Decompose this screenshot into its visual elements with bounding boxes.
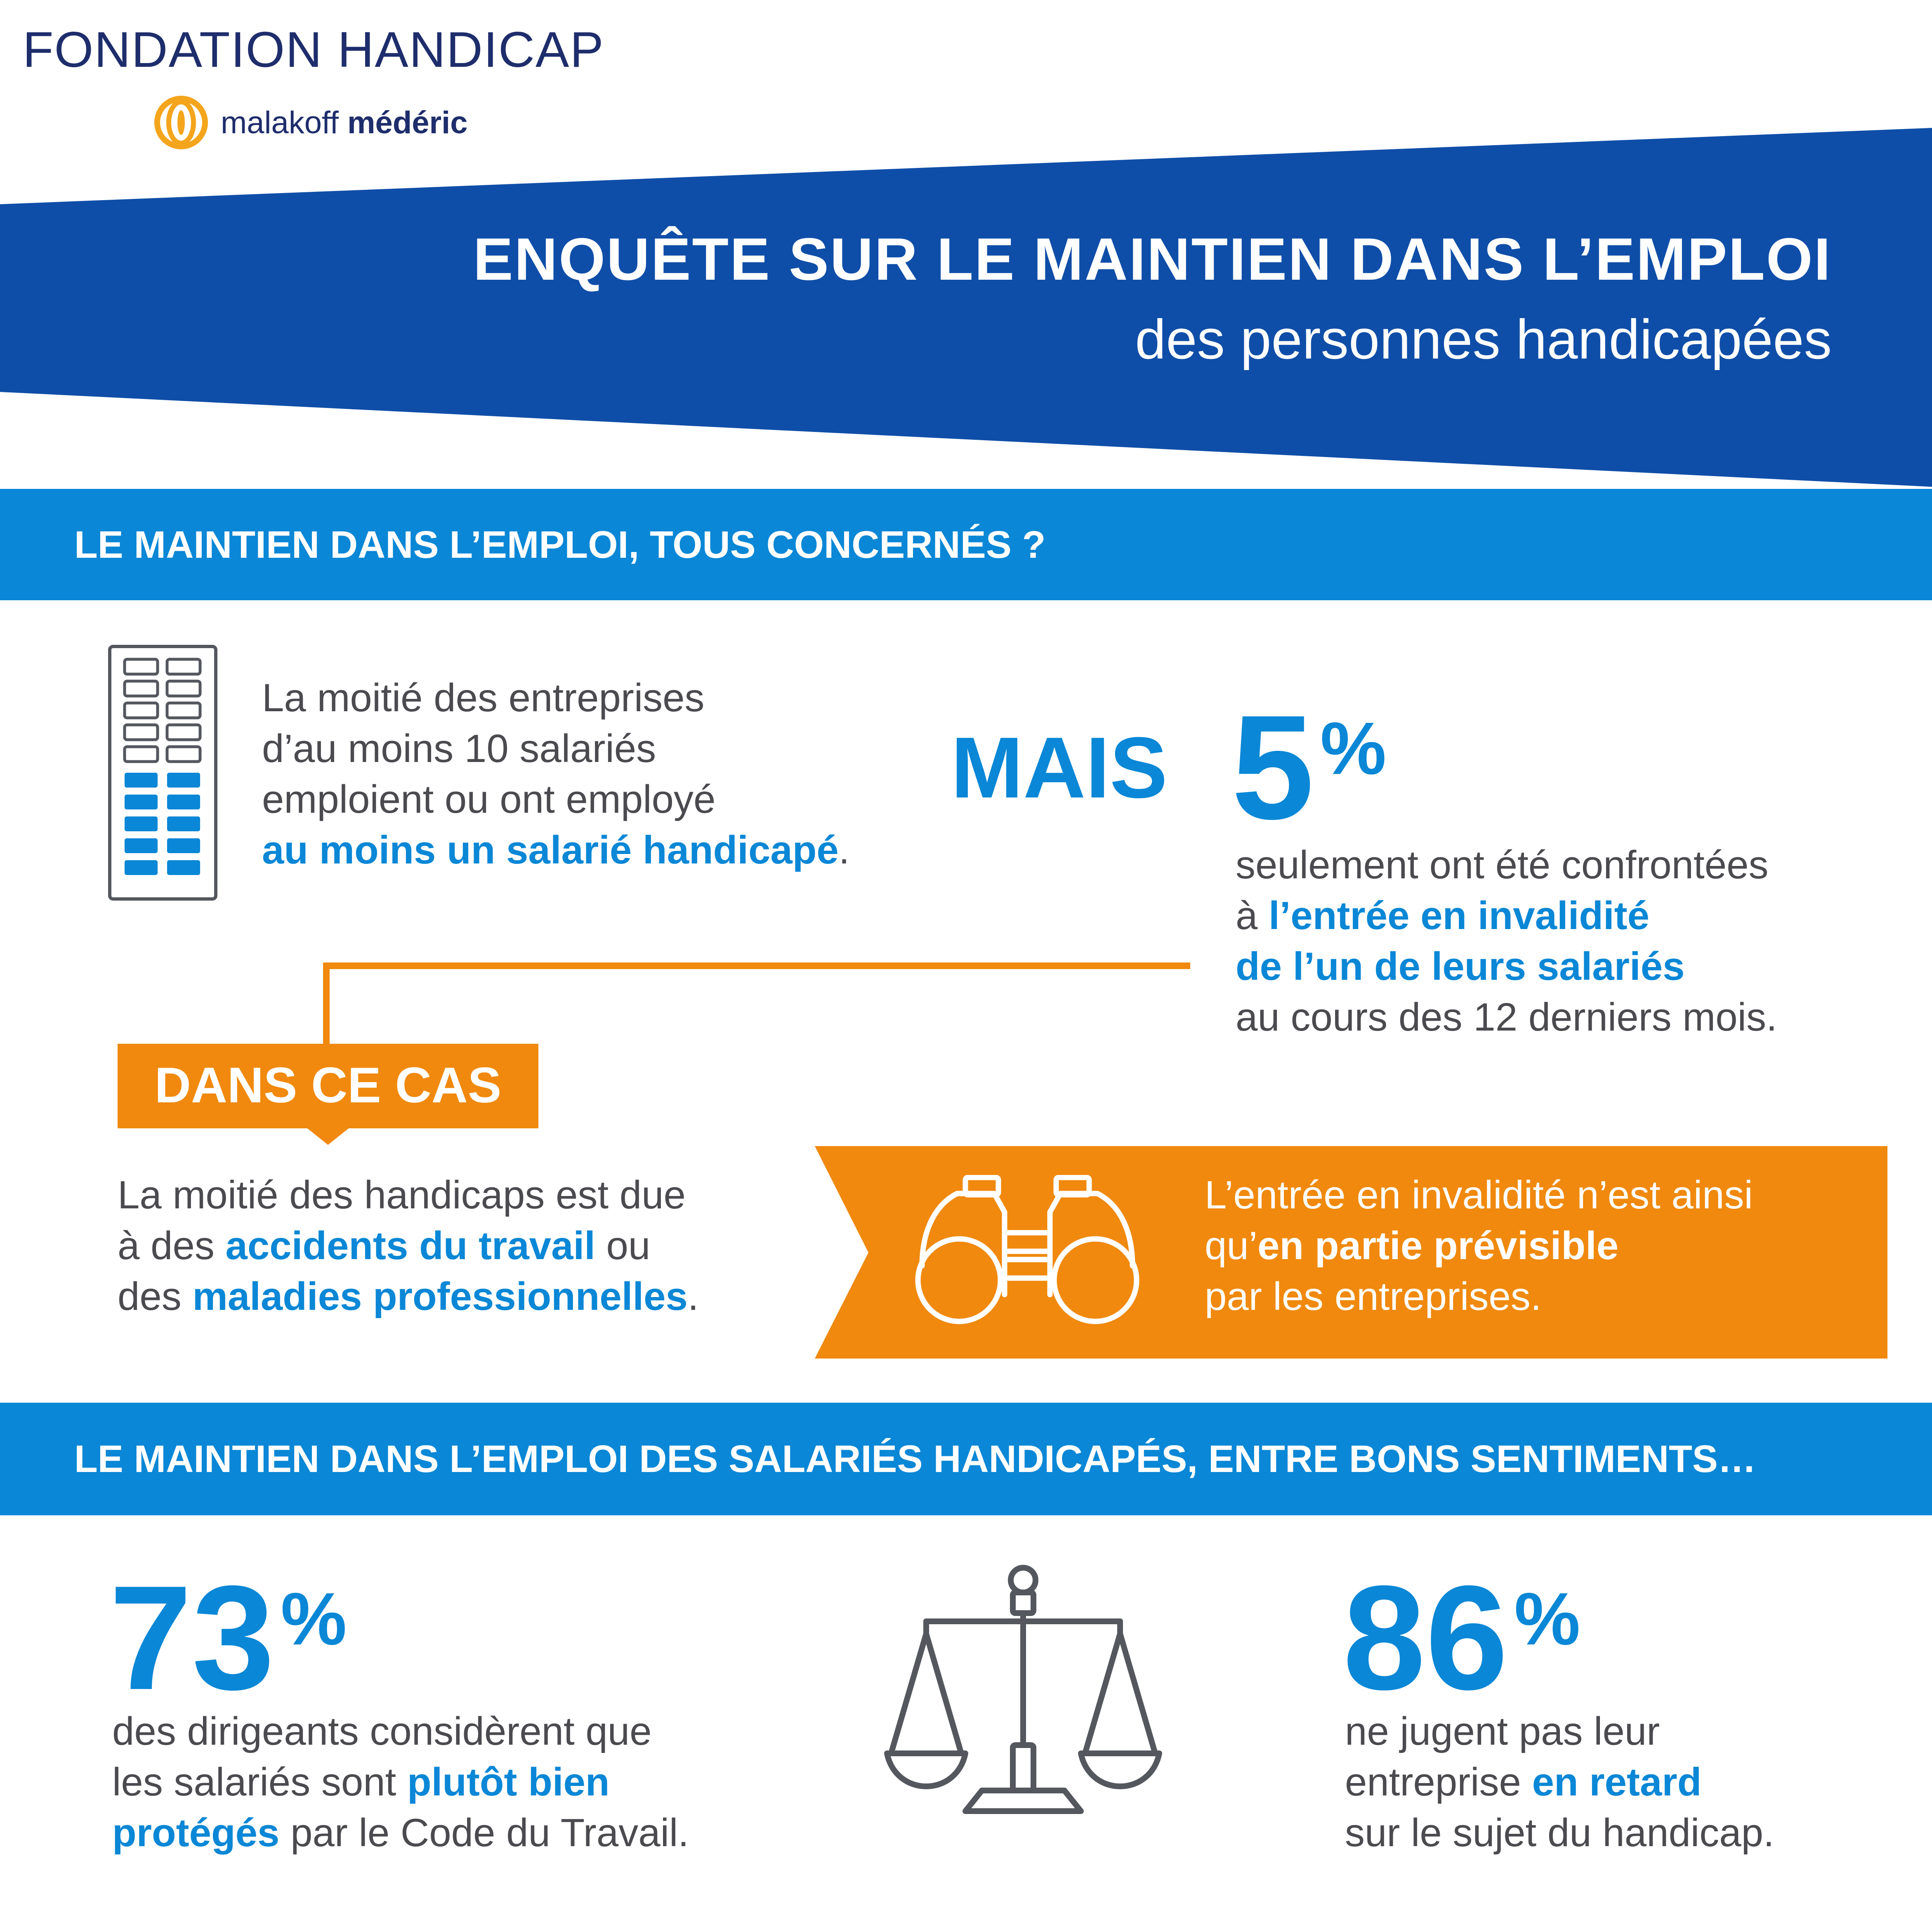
companies-stat-text <box>262 672 849 875</box>
stat-73-percent <box>109 1555 347 1721</box>
stat-86-unit: % <box>1514 1578 1581 1661</box>
companies-line-4-tail: . <box>838 828 850 872</box>
causes-line-3 <box>118 1271 699 1322</box>
delay-line-1: ne jugent pas leur <box>1345 1709 1660 1753</box>
brand-name: FONDATION HANDICAP <box>23 21 604 78</box>
partner-name-bold: médéric <box>347 105 468 140</box>
protection-highlight-1: plutôt bien <box>407 1760 610 1804</box>
causes-highlight-2: maladies professionnelles <box>192 1274 688 1319</box>
section-heading-1 <box>0 489 1932 600</box>
protection-line-1: des dirigeants considèrent que <box>112 1709 652 1753</box>
delay-line-3: sur le sujet du handicap. <box>1345 1811 1774 1855</box>
invalidity-line-1: seulement ont été confrontées <box>1236 843 1769 887</box>
causes-line-1: La moitié des handicaps est due <box>118 1173 686 1217</box>
binoculars-icon <box>912 1175 1143 1328</box>
delay-line-2 <box>1345 1757 1774 1807</box>
delay-line-2-prefix: entreprise <box>1345 1760 1532 1804</box>
invalidity-highlight-2: de l’un de leurs salariés <box>1236 944 1685 988</box>
section-heading-2-text: LE MAINTIEN DANS L’EMPLOI DES SALARIÉS HANDICAPÉS, ENTRE BONS SENTIMENTS… <box>74 1437 1756 1480</box>
invalidity-line-4: au cours des 12 derniers mois. <box>1236 995 1777 1039</box>
protection-line-2-prefix: les salariés sont <box>112 1760 407 1804</box>
delay-highlight: en retard <box>1532 1760 1702 1804</box>
stat-86-percent <box>1343 1555 1581 1721</box>
protection-text <box>112 1706 689 1858</box>
protection-line-3-tail: par le Code du Travail. <box>279 1811 689 1855</box>
predictability-line-2-prefix: qu’ <box>1205 1224 1258 1268</box>
causes-highlight-1: accidents du travail <box>225 1224 595 1268</box>
delay-text <box>1345 1706 1774 1858</box>
partner-name-regular: malakoff <box>221 105 339 140</box>
connector-line <box>320 957 1190 1052</box>
stat-5-percent <box>1231 684 1387 850</box>
companies-highlight: au moins un salarié handicapé <box>262 828 839 872</box>
page-title: ENQUÊTE SUR LE MAINTIEN DANS L’EMPLOI <box>473 226 1832 293</box>
section-heading-1-text: LE MAINTIEN DANS L’EMPLOI, TOUS CONCERNÉS ? <box>74 523 1046 566</box>
stat-73-value: 73 <box>109 1555 275 1721</box>
predictability-line-3: par les entreprises. <box>1205 1274 1542 1319</box>
invalidity-highlight-1: l’entrée en invalidité <box>1269 894 1650 938</box>
causes-line-2 <box>118 1220 699 1271</box>
dans-ce-cas-label: DANS CE CAS <box>154 1057 502 1113</box>
predictability-line-2 <box>1205 1220 1753 1271</box>
predictability-highlight: en partie prévisible <box>1257 1224 1619 1268</box>
companies-line-1: La moitié des entreprises <box>262 676 705 720</box>
causes-text <box>118 1170 699 1322</box>
companies-line-2: d’au moins 10 salariés <box>262 727 656 771</box>
protection-line-2 <box>112 1757 689 1807</box>
justice-scale-icon <box>879 1564 1168 1844</box>
causes-line-3-tail: . <box>687 1274 699 1319</box>
predictability-line-1: L’entrée en invalidité n’est ainsi <box>1205 1173 1753 1217</box>
causes-line-2-prefix: à des <box>118 1224 226 1268</box>
stat-86-value: 86 <box>1343 1555 1508 1721</box>
predictability-text <box>1205 1170 1753 1322</box>
stat-5-value: 5 <box>1231 684 1314 850</box>
section-heading-2 <box>0 1403 1932 1515</box>
invalidity-stat-text <box>1236 840 1777 1043</box>
page-subtitle: des personnes handicapées <box>1135 308 1832 370</box>
causes-line-2-tail: ou <box>595 1224 651 1268</box>
protection-highlight-2: protégés <box>112 1811 280 1855</box>
companies-line-4 <box>262 825 849 875</box>
companies-line-3: emploient ou ont employé <box>262 777 716 821</box>
stat-73-unit: % <box>281 1578 347 1661</box>
protection-line-3 <box>112 1807 689 1858</box>
stat-5-unit: % <box>1320 707 1387 790</box>
causes-line-3-prefix: des <box>118 1274 193 1319</box>
building-icon <box>108 645 217 901</box>
invalidity-line-2 <box>1236 890 1777 941</box>
mais-label: MAIS <box>951 719 1168 816</box>
invalidity-line-2-prefix: à <box>1236 894 1269 938</box>
